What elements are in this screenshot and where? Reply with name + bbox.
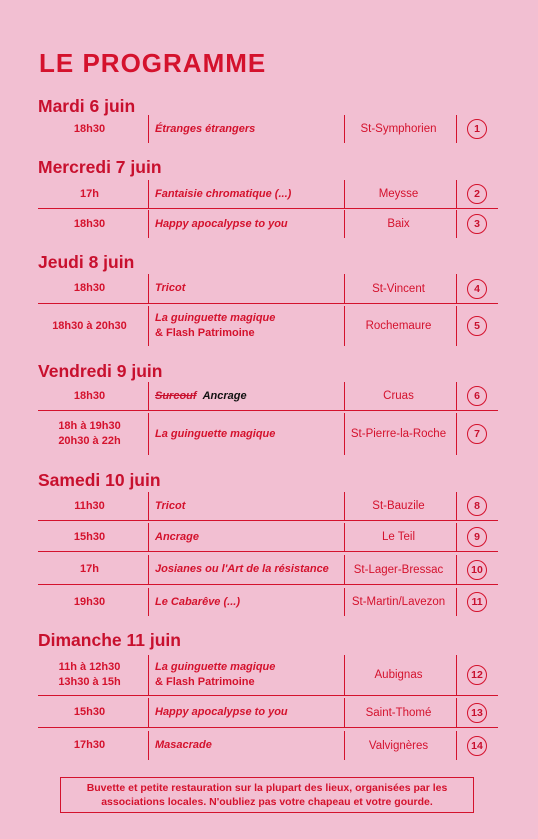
event-time: 17h30 bbox=[73, 739, 106, 751]
event-place: Rochemaure bbox=[365, 320, 432, 332]
event-place: St-Bauzile bbox=[372, 500, 425, 512]
event-time: 15h30 bbox=[73, 706, 106, 718]
event-row[interactable] bbox=[38, 731, 498, 760]
event-time-line1: 11h à 12h30 bbox=[58, 661, 121, 673]
event-show-line2: & Flash Patrimoine bbox=[155, 327, 255, 339]
event-time: 18h30 à 20h30 bbox=[52, 319, 127, 332]
event-number: 3 bbox=[467, 214, 487, 234]
event-number: 5 bbox=[467, 316, 487, 336]
event-row[interactable] bbox=[38, 115, 498, 143]
event-time: 18h30 bbox=[73, 122, 106, 135]
event-place: Baix bbox=[387, 218, 410, 230]
event-show: Fantaisie chromatique (...) bbox=[155, 187, 292, 200]
event-time: 18h30 bbox=[73, 389, 106, 402]
event-number: 12 bbox=[467, 665, 487, 685]
event-show: Happy apocalypse to you bbox=[155, 706, 288, 718]
event-show: Ancrage bbox=[155, 530, 200, 543]
event-number: 14 bbox=[467, 736, 487, 756]
event-place: Valvignères bbox=[368, 739, 429, 752]
event-time-line2: 20h30 à 22h bbox=[58, 435, 121, 447]
event-show: Masacrade bbox=[155, 739, 212, 751]
event-show: La guinguette magique bbox=[155, 427, 276, 440]
day-heading: Dimanche 11 juin bbox=[38, 630, 181, 650]
event-time: 18h30 bbox=[73, 217, 106, 230]
event-row[interactable] bbox=[38, 274, 498, 304]
event-number: 1 bbox=[467, 119, 487, 139]
event-row[interactable] bbox=[38, 413, 498, 455]
event-number: 7 bbox=[467, 424, 487, 444]
event-show-line2: & Flash Patrimoine bbox=[155, 676, 255, 688]
event-row[interactable] bbox=[38, 306, 498, 346]
event-show bbox=[155, 655, 340, 695]
event-number: 13 bbox=[467, 703, 487, 723]
event-row[interactable] bbox=[38, 180, 498, 209]
event-number: 8 bbox=[467, 496, 487, 516]
footer-note bbox=[60, 777, 474, 813]
event-number: 11 bbox=[467, 592, 487, 612]
event-show: Happy apocalypse to you bbox=[155, 217, 288, 230]
event-show: Tricot bbox=[155, 282, 186, 294]
event-show-line1: La guinguette magique bbox=[155, 312, 276, 324]
day-heading: Mardi 6 juin bbox=[38, 96, 136, 116]
event-show: Le Cabarêve (...) bbox=[155, 595, 240, 608]
event-number: 2 bbox=[467, 184, 487, 204]
day-heading: Samedi 10 juin bbox=[38, 470, 161, 490]
event-row[interactable] bbox=[38, 655, 498, 696]
day-heading: Mercredi 7 juin bbox=[38, 157, 162, 177]
event-place: Aubignas bbox=[374, 669, 423, 681]
event-time: 18h30 bbox=[73, 282, 106, 294]
page-title: LE PROGRAMME bbox=[39, 48, 267, 78]
event-row[interactable] bbox=[38, 492, 498, 521]
event-time-line2: 13h30 à 15h bbox=[58, 676, 121, 688]
event-show bbox=[155, 306, 340, 346]
event-show: Josianes ou l'Art de la résistance bbox=[155, 563, 329, 575]
event-show-cancelled: Surcouf bbox=[155, 389, 197, 402]
event-time: 15h30 bbox=[73, 530, 106, 543]
event-place: Meysse bbox=[378, 188, 419, 200]
event-row[interactable] bbox=[38, 210, 498, 238]
event-row[interactable] bbox=[38, 523, 498, 552]
event-place: St-Vincent bbox=[372, 282, 425, 295]
event-row[interactable] bbox=[38, 698, 498, 728]
event-row[interactable] bbox=[38, 588, 498, 616]
event-time bbox=[38, 655, 141, 695]
event-place: St-Pierre-la-Roche bbox=[350, 428, 447, 440]
day-heading: Jeudi 8 juin bbox=[38, 252, 135, 272]
event-show-line1: La guinguette magique bbox=[155, 661, 276, 673]
event-place: Le Teil bbox=[381, 531, 416, 543]
day-heading: Vendredi 9 juin bbox=[38, 361, 163, 381]
event-show-replacement: Ancrage bbox=[202, 389, 247, 402]
event-number: 10 bbox=[467, 560, 487, 580]
footer-line1: Buvette et petite restauration sur la plupart des lieux, organisées par les bbox=[86, 782, 448, 794]
event-time: 17h bbox=[80, 187, 99, 200]
event-show bbox=[155, 382, 340, 410]
event-place: St-Martin/Lavezon bbox=[351, 596, 446, 608]
event-number: 4 bbox=[467, 279, 487, 299]
event-place: Cruas bbox=[383, 390, 414, 402]
event-time: 17h bbox=[80, 563, 99, 575]
event-place: Saint-Thomé bbox=[365, 706, 432, 719]
event-number: 6 bbox=[467, 386, 487, 406]
event-place: St-Symphorien bbox=[360, 123, 437, 135]
event-time-line1: 18h à 19h30 bbox=[58, 420, 121, 432]
event-time bbox=[38, 413, 141, 455]
event-time: 11h30 bbox=[74, 499, 105, 512]
event-time: 19h30 bbox=[73, 595, 106, 608]
event-row[interactable] bbox=[38, 382, 498, 411]
event-place: St-Lager-Bressac bbox=[353, 563, 444, 576]
event-number: 9 bbox=[467, 527, 487, 547]
event-show: Étranges étrangers bbox=[155, 122, 256, 135]
event-show: Tricot bbox=[155, 499, 186, 512]
event-row[interactable] bbox=[38, 555, 498, 585]
footer-line2: associations locales. N'oubliez pas votre chapeau et votre gourde. bbox=[101, 796, 433, 808]
